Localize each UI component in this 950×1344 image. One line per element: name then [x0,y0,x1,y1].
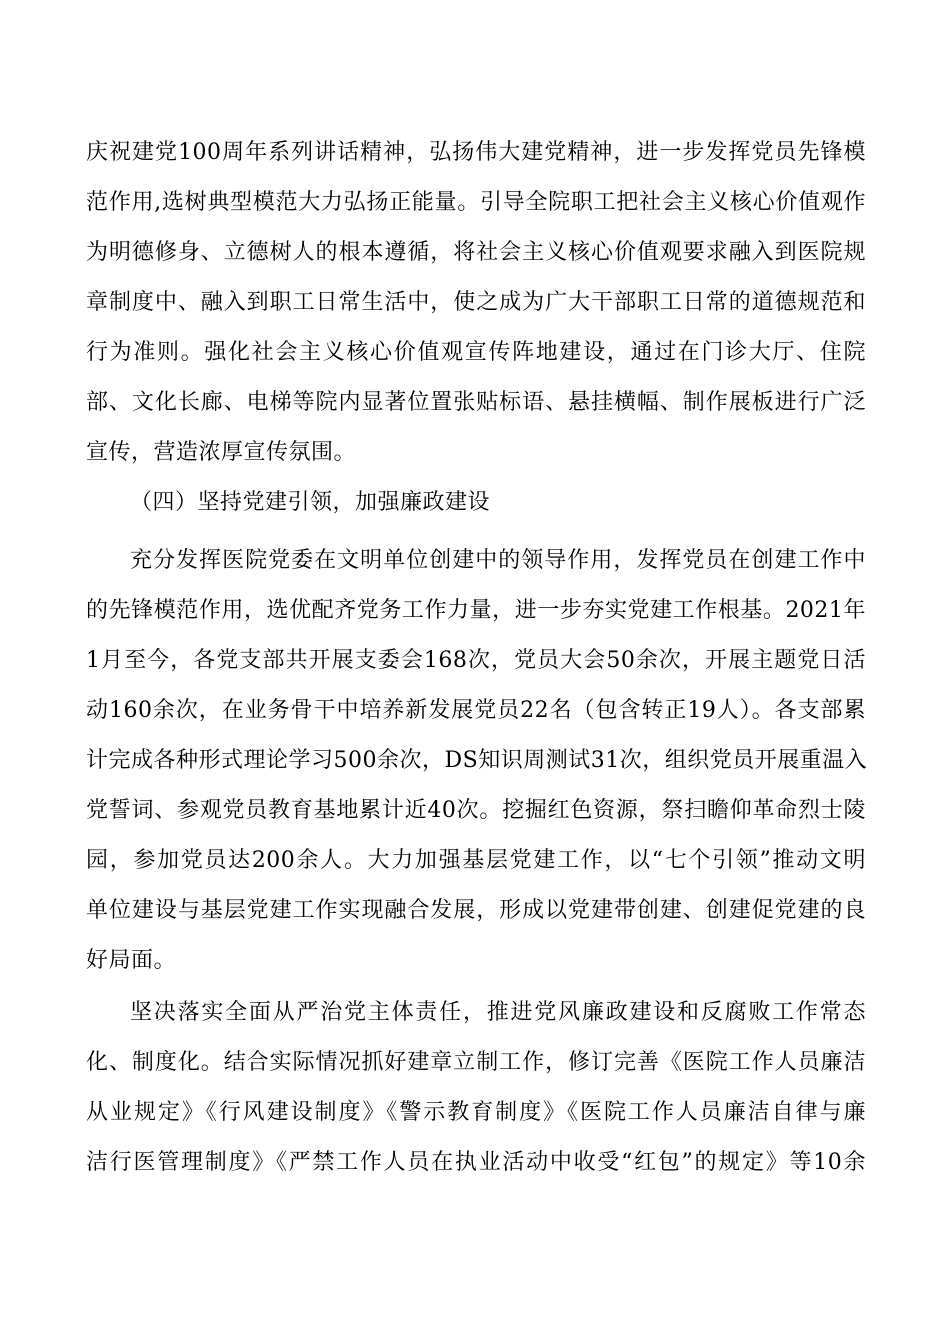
paragraph-3-line-3: 从业规定》《行风建设制度》《警示教育制度》《医院工作人员廉洁自律与廉 [86,1100,866,1125]
section-heading-4: （四）坚持党建引领，加强廉政建设 [130,490,491,515]
paragraph-2-line-1: 充分发挥医院党委在文明单位创建中的领导作用，发挥党员在创建工作中 [130,548,866,573]
paragraph-2-line-8: 单位建设与基层党建工作实现融合发展，形成以党建带创建、创建促党建的良 [86,898,866,923]
paragraph-1-line-7: 宣传，营造浓厚宣传氛围。 [86,440,357,465]
paragraph-3-line-4: 洁行医管理制度》《严禁工作人员在执业活动中收受“红包”的规定》等10余 [86,1150,866,1175]
paragraph-2-line-7: 园，参加党员达200余人。大力加强基层党建工作，以“七个引领”推动文明 [86,848,866,873]
paragraph-1-line-5: 行为准则。强化社会主义核心价值观宣传阵地建设，通过在门诊大厅、住院 [86,340,866,365]
paragraph-1-line-6: 部、文化长廊、电梯等院内显著位置张贴标语、悬挂横幅、制作展板进行广泛 [86,390,866,415]
paragraph-3-line-1: 坚决落实全面从严治党主体责任，推进党风廉政建设和反腐败工作常态 [130,1000,866,1025]
paragraph-2-line-6: 党誓词、参观党员教育基地累计近40次。挖掘红色资源，祭扫瞻仰革命烈士陵 [86,798,866,823]
paragraph-2-line-2: 的先锋模范作用，选优配齐党务工作力量，进一步夯实党建工作根基。2021年 [86,598,866,623]
paragraph-1-line-3: 为明德修身、立德树人的根本遵循，将社会主义核心价值观要求融入到医院规 [86,240,866,265]
paragraph-1-line-2: 范作用,选树典型模范大力弘扬正能量。引导全院职工把社会主义核心价值观作 [86,190,866,215]
paragraph-2-line-4: 动160余次，在业务骨干中培养新发展党员22名（包含转正19人）。各支部累 [86,698,866,723]
paragraph-2-line-5: 计完成各种形式理论学习500余次，DS知识周测试31次，组织党员开展重温入 [86,748,868,773]
paragraph-3-line-2: 化、制度化。结合实际情况抓好建章立制工作，修订完善《医院工作人员廉洁 [86,1050,866,1075]
paragraph-1-line-4: 章制度中、融入到职工日常生活中，使之成为广大干部职工日常的道德规范和 [86,290,866,315]
paragraph-2-line-3: 1月至今，各党支部共开展支委会168次，党员大会50余次，开展主题党日活 [86,648,866,673]
paragraph-1-line-1: 庆祝建党100周年系列讲话精神，弘扬伟大建党精神，进一步发挥党员先锋模 [86,140,866,165]
paragraph-2-line-9: 好局面。 [86,948,177,973]
